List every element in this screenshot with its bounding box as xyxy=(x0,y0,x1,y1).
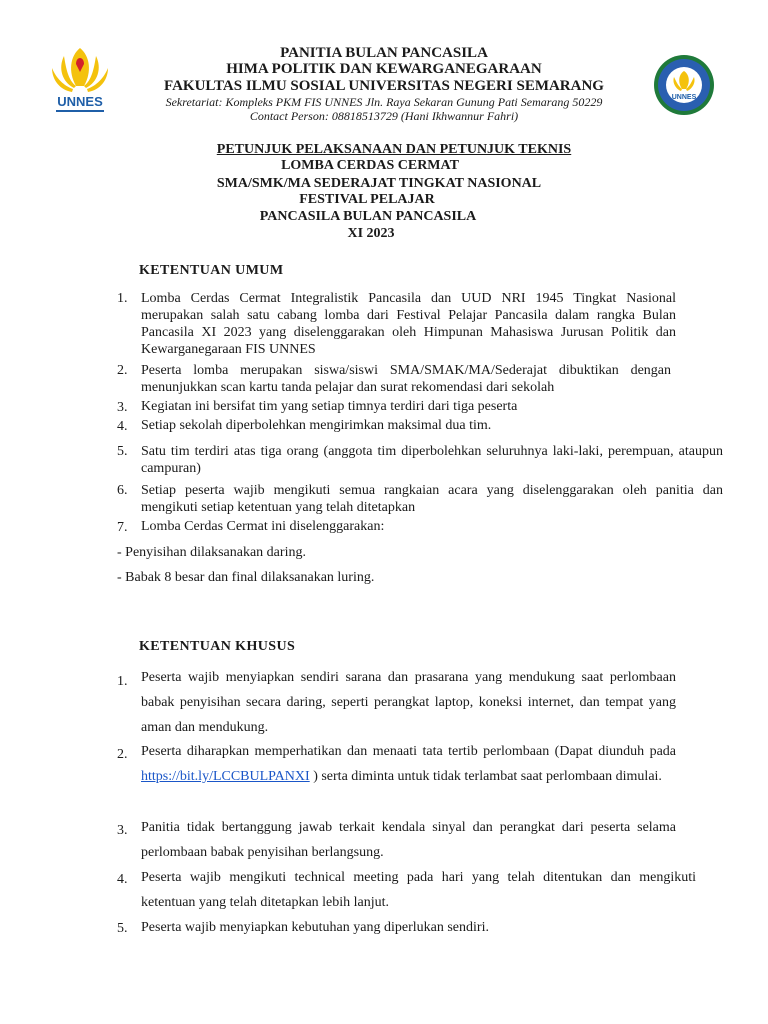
header-hima: HIMA POLITIK DAN KEWARGANEGARAAN xyxy=(226,61,542,77)
umum-dash-item: - Babak 8 besar dan final dilaksanakan luring. xyxy=(117,570,375,585)
khusus-item-number: 3. xyxy=(117,823,128,838)
khusus-item-text: Peserta wajib menyiapkan sendiri sarana dan prasarana yang mendukung saat perlombaan babak penyisihan secara daring, seperti perangkat laptop, koneksi internet, dan tempat yang aman dan mendukung. xyxy=(141,670,676,735)
header-faculty: FAKULTAS ILMU SOSIAL UNIVERSITAS NEGERI SEMARANG xyxy=(164,78,604,94)
khusus-item-text: Peserta wajib mengikuti technical meeting pada hari yang telah ditentukan dan mengikuti ketentuan yang telah ditetapkan lebih lanjut. xyxy=(141,870,696,910)
khusus-item-number: 4. xyxy=(117,872,128,887)
doc-title-line6: XI 2023 xyxy=(347,226,395,241)
khusus-item-text: Peserta diharapkan memperhatikan dan menaati tata tertib perlombaan (Dapat diunduh pada https://bit.ly/LCCBULPANXI ) serta diminta untuk tidak terlambat saat perlombaan dimulai. xyxy=(141,744,676,784)
doc-title-line4: FESTIVAL PELAJAR xyxy=(299,192,435,207)
umum-item-text: Peserta lomba merupakan siswa/siswi SMA/SMAK/MA/Sederajat dibuktikan dengan menunjukkan scan kartu tanda pelajar dan surat rekomendasi dari sekolah xyxy=(141,363,671,395)
khusus-item-number: 5. xyxy=(117,921,128,936)
header-secretariat: Sekretariat: Kompleks PKM FIS UNNES Jln. Raya Sekaran Gunung Pati Semarang 50229 xyxy=(165,95,603,109)
umum-item-number: 1. xyxy=(117,291,128,306)
umum-item-text: Satu tim terdiri atas tiga orang (anggota tim diperbolehkan seluruhnya laki-laki, perempuan, ataupun campuran) xyxy=(141,444,723,476)
umum-item-number: 2. xyxy=(117,363,128,378)
doc-title-line5: PANCASILA BULAN PANCASILA xyxy=(259,209,477,224)
khusus-item-text: Panitia tidak bertanggung jawab terkait kendala sinyal dan perangkat dari peserta selama perlombaan babak penyisihan berlangsung. xyxy=(141,820,676,860)
umum-item-number: 4. xyxy=(117,419,128,434)
umum-item-text: Setiap peserta wajib mengikuti semua rangkaian acara yang diselenggarakan oleh panitia dan mengikuti setiap ketentuan yang telah ditetapkan xyxy=(141,483,723,515)
tata-tertib-link[interactable]: https://bit.ly/LCCBULPANXI xyxy=(141,769,310,784)
doc-title-line3: SMA/SMK/MA SEDERAJAT TINGKAT NASIONAL xyxy=(216,176,542,191)
umum-item-text: Lomba Cerdas Cermat ini diselenggarakan: xyxy=(141,519,385,534)
section-heading-umum: KETENTUAN UMUM xyxy=(139,263,284,278)
umum-item-number: 7. xyxy=(117,520,128,535)
khusus-item-number: 2. xyxy=(117,747,128,762)
svg-text:UNNES: UNNES xyxy=(57,94,103,109)
umum-item-text: Lomba Cerdas Cermat Integralistik Pancasila dan UUD NRI 1945 Tingkat Nasional merupakan salah satu cabang lomba dari Festival Pelajar Pancasila dalam rangka Bulan Pancasila XI 2023 yang diselenggarakan oleh Himpunan Mahasiswa Jurusan Politik dan Kewarganegaraan FIS UNNES xyxy=(141,291,676,357)
doc-title-line1: PETUNJUK PELAKSANAAN DAN PETUNJUK TEKNIS xyxy=(216,142,572,157)
umum-item-number: 3. xyxy=(117,400,128,415)
svg-text:UNNES: UNNES xyxy=(671,94,697,101)
header-contact: Contact Person: 08818513729 (Hani Ikhwannur Fahri) xyxy=(249,109,519,123)
doc-title-line2: LOMBA CERDAS CERMAT xyxy=(281,158,459,173)
umum-item-text: Kegiatan ini bersifat tim yang setiap timnya terdiri dari tiga peserta xyxy=(141,399,518,414)
umum-item-text: Setiap sekolah diperbolehkan mengirimkan maksimal dua tim. xyxy=(141,418,492,433)
header-committee: PANITIA BULAN PANCASILA xyxy=(280,45,488,61)
umum-item-number: 5. xyxy=(117,444,128,459)
umum-dash-item: - Penyisihan dilaksanakan daring. xyxy=(117,545,306,560)
section-heading-khusus: KETENTUAN KHUSUS xyxy=(139,639,296,654)
umum-item-number: 6. xyxy=(117,483,128,498)
khusus-item-number: 1. xyxy=(117,674,128,689)
khusus-item-text: Peserta wajib menyiapkan kebutuhan yang diperlukan sendiri. xyxy=(141,920,489,935)
